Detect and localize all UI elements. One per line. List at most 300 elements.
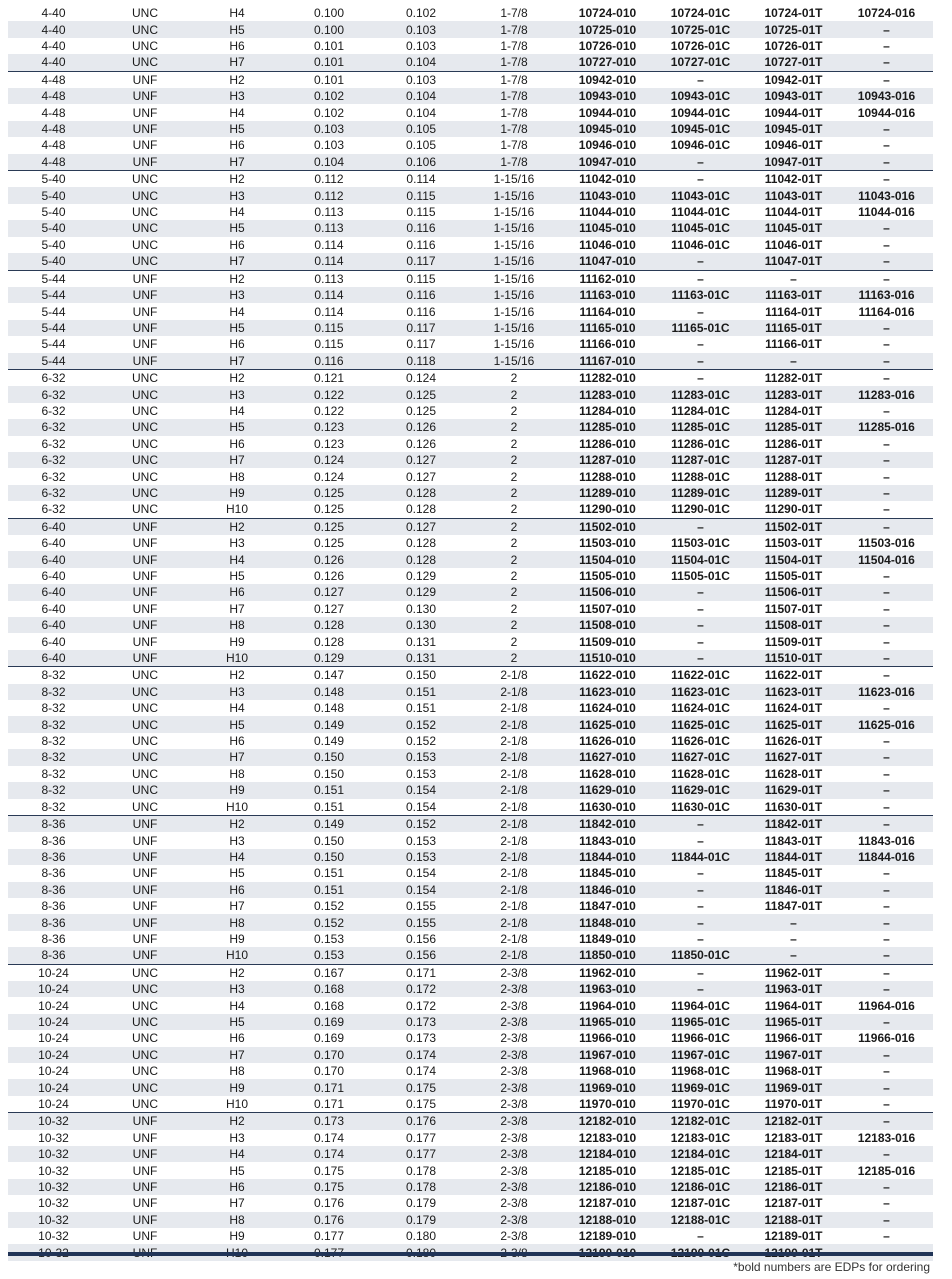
- table-cell: UNF: [132, 931, 158, 946]
- table-cell: 10946-010: [578, 138, 637, 153]
- table-cell: 10-24: [38, 1064, 69, 1079]
- table-cell: 0.117: [375, 320, 467, 336]
- table-row: [8, 54, 933, 71]
- table-cell: 11624-010: [579, 701, 636, 716]
- table-cell: 0.170: [283, 1047, 375, 1063]
- table-cell: 11623-01T: [747, 684, 840, 700]
- table-cell: 2-3/8: [500, 998, 528, 1013]
- table-cell: 11623-016: [840, 684, 933, 700]
- table-cell: H8: [191, 617, 283, 633]
- table-cell: 8-36: [8, 914, 99, 930]
- table-cell: 2: [467, 419, 561, 435]
- table-cell: –: [840, 1079, 933, 1095]
- table-cell: 11963-01T: [747, 981, 840, 997]
- table-cell: 11509-010: [579, 634, 636, 649]
- table-cell: 11042-01T: [747, 171, 840, 188]
- table-cell: 11164-01T: [765, 304, 822, 319]
- table-row: [8, 204, 933, 220]
- table-cell: UNF: [132, 337, 158, 352]
- table-cell: H3: [191, 386, 283, 402]
- table-cell: –: [747, 270, 840, 287]
- table-cell: 11289-010: [561, 485, 654, 501]
- table-cell: 10942-010: [561, 71, 654, 88]
- table-row: [8, 137, 933, 153]
- table-cell: –: [840, 882, 933, 898]
- table-cell: 11966-01C: [671, 1031, 730, 1046]
- table-row: [8, 882, 933, 898]
- table-cell: H7: [191, 154, 283, 171]
- table-cell: –: [654, 154, 747, 171]
- table-cell: –: [840, 154, 933, 171]
- table-row: [8, 1014, 933, 1030]
- table-cell: 11962-010: [561, 964, 654, 981]
- table-cell: 0.174: [283, 1146, 375, 1162]
- table-cell: 0.105: [405, 138, 437, 153]
- table-cell: H4: [229, 105, 245, 120]
- table-cell: 0.116: [375, 287, 467, 303]
- table-cell: 12183-010: [578, 1130, 637, 1145]
- table-row: [8, 369, 933, 386]
- table-cell: –: [883, 734, 890, 749]
- table-cell: 0.126: [283, 551, 375, 567]
- table-cell: 11849-010: [579, 931, 636, 946]
- table-row: [8, 253, 933, 270]
- table-cell: 11845-010: [579, 866, 636, 881]
- table-cell: –: [883, 237, 890, 252]
- table-cell: 10-24: [38, 1031, 69, 1046]
- table-cell: 8-36: [41, 866, 66, 881]
- table-cell: 11289-01C: [654, 485, 747, 501]
- table-cell: H6: [229, 1031, 245, 1046]
- table-cell: 2: [467, 386, 561, 402]
- table-cell: 1-7/8: [467, 154, 561, 171]
- table-cell: 0.100: [313, 6, 345, 21]
- table-cell: 0.112: [283, 171, 375, 188]
- table-cell: 0.173: [283, 1113, 375, 1130]
- table-cell: 0.130: [405, 601, 437, 616]
- table-cell: 12183-01C: [670, 1130, 731, 1145]
- table-cell: 2-1/8: [500, 734, 528, 749]
- table-cell: 0.124: [375, 369, 467, 386]
- table-cell: 1-7/8: [467, 88, 561, 104]
- table-cell: 12185-01T: [764, 1163, 823, 1178]
- table-cell: 11043-016: [840, 187, 933, 203]
- table-row: [8, 436, 933, 452]
- table-cell: 11964-01T: [764, 998, 823, 1013]
- table-cell: 11623-01C: [654, 684, 747, 700]
- table-cell: –: [883, 701, 890, 716]
- table-cell: 12183-01T: [764, 1130, 823, 1145]
- table-cell: 11504-016: [840, 551, 933, 567]
- table-cell: UNF: [99, 1113, 191, 1130]
- table-cell: 11967-01T: [747, 1047, 840, 1063]
- table-row: [8, 849, 933, 865]
- table-cell: –: [697, 634, 704, 649]
- table-cell: UNC: [132, 766, 158, 781]
- table-cell: 0.115: [314, 337, 344, 352]
- table-cell: 11510-01T: [747, 650, 840, 667]
- table-cell: 0.180: [405, 1229, 437, 1244]
- table-cell: 0.177: [405, 1130, 437, 1145]
- table-cell: UNF: [99, 650, 191, 667]
- table-cell: 10944-010: [578, 105, 637, 120]
- table-cell: –: [883, 403, 890, 418]
- table-cell: 0.149: [283, 716, 375, 732]
- table-cell: 10944-01T: [764, 105, 823, 120]
- table-cell: 0.116: [406, 304, 436, 319]
- table-cell: –: [654, 518, 747, 535]
- table-cell: 0.116: [375, 220, 467, 236]
- table-cell: 2-1/8: [467, 882, 561, 898]
- table-row: [8, 914, 933, 930]
- table-cell: 10724-016: [857, 6, 916, 21]
- table-cell: –: [840, 782, 933, 798]
- table-cell: 11963-010: [561, 981, 654, 997]
- table-cell: H10: [191, 650, 283, 667]
- table-cell: H8: [229, 1064, 245, 1079]
- table-cell: –: [840, 617, 933, 633]
- table-cell: H5: [229, 866, 245, 881]
- table-cell: 0.175: [405, 1097, 437, 1112]
- table-cell: 2-3/8: [500, 1064, 528, 1079]
- table-cell: 10944-016: [857, 105, 916, 120]
- table-cell: 11166-01T: [765, 337, 822, 352]
- table-cell: 8-32: [41, 734, 66, 749]
- table-cell: 11284-01C: [671, 403, 730, 418]
- table-cell: 11165-010: [561, 320, 654, 336]
- table-cell: 0.128: [375, 485, 467, 501]
- table-cell: 5-44: [41, 304, 66, 319]
- table-cell: UNC: [132, 436, 158, 451]
- table-cell: UNC: [99, 369, 191, 386]
- table-cell: 0.170: [313, 1064, 345, 1079]
- table-row: [8, 749, 933, 765]
- table-cell: 10726-01C: [670, 39, 731, 54]
- table-cell: 0.179: [375, 1212, 467, 1228]
- table-cell: 11503-010: [579, 536, 636, 551]
- table-cell: UNC: [132, 734, 158, 749]
- table-cell: 11282-010: [561, 369, 654, 386]
- table-cell: 10-32: [8, 1179, 99, 1195]
- table-cell: 2-1/8: [467, 947, 561, 964]
- table-row: [8, 981, 933, 997]
- table-cell: H9: [191, 485, 283, 501]
- table-cell: H8: [191, 1212, 283, 1228]
- table-cell: –: [697, 899, 704, 914]
- table-cell: 10726-01T: [764, 39, 823, 54]
- table-cell: UNC: [99, 54, 191, 71]
- table-row: [8, 320, 933, 336]
- table-cell: 11627-010: [561, 749, 654, 765]
- table-cell: 0.155: [375, 914, 467, 930]
- table-row: [8, 237, 933, 253]
- table-cell: 0.179: [405, 1196, 437, 1211]
- table-cell: H5: [191, 419, 283, 435]
- table-cell: –: [697, 866, 704, 881]
- table-cell: 0.112: [283, 187, 375, 203]
- table-cell: –: [840, 1014, 933, 1030]
- table-cell: –: [883, 337, 890, 352]
- table-cell: 2-3/8: [467, 981, 561, 997]
- table-cell: –: [697, 931, 704, 946]
- table-cell: –: [654, 253, 747, 270]
- table-cell: 11626-01T: [764, 734, 823, 749]
- table-cell: UNC: [99, 187, 191, 203]
- table-cell: 12187-010: [578, 1196, 637, 1211]
- table-cell: 11288-010: [579, 469, 636, 484]
- table-cell: 11044-010: [579, 205, 636, 220]
- table-row: [8, 568, 933, 584]
- table-cell: 0.103: [375, 71, 467, 88]
- table-cell: 11625-010: [561, 716, 654, 732]
- table-cell: 11507-01T: [764, 601, 823, 616]
- table-cell: 0.123: [283, 419, 375, 435]
- table-cell: 12186-01T: [747, 1179, 840, 1195]
- table-cell: 0.178: [405, 1163, 437, 1178]
- table-cell: UNC: [99, 1079, 191, 1095]
- table-cell: 1-7/8: [467, 71, 561, 88]
- table-cell: UNC: [99, 1014, 191, 1030]
- table-cell: 12184-010: [561, 1146, 654, 1162]
- table-cell: 11508-01T: [747, 617, 840, 633]
- table-cell: 11166-010: [579, 337, 636, 352]
- table-cell: 0.101: [283, 54, 375, 71]
- table-cell: 11967-01C: [654, 1047, 747, 1063]
- table-cell: UNF: [99, 270, 191, 287]
- table-cell: 0.154: [405, 799, 437, 814]
- table-cell: 0.104: [375, 54, 467, 71]
- table-cell: UNC: [99, 452, 191, 468]
- table-cell: 8-32: [41, 766, 66, 781]
- table-row: [8, 485, 933, 501]
- table-cell: 5-44: [8, 320, 99, 336]
- table-cell: 0.152: [375, 815, 467, 832]
- table-cell: 11845-01T: [764, 866, 823, 881]
- table-cell: 11966-01T: [764, 1031, 823, 1046]
- table-cell: 1-15/16: [493, 237, 535, 252]
- table-cell: 11509-01T: [764, 634, 823, 649]
- table-cell: UNF: [132, 601, 158, 616]
- table-cell: 0.115: [406, 205, 436, 220]
- table-cell: 1-15/16: [467, 220, 561, 236]
- table-cell: UNC: [132, 998, 158, 1013]
- table-cell: 11970-01C: [671, 1097, 730, 1112]
- table-cell: –: [883, 899, 890, 914]
- table-cell: 0.125: [313, 536, 345, 551]
- table-cell: –: [747, 947, 840, 964]
- table-cell: 1-7/8: [467, 121, 561, 137]
- table-cell: –: [654, 270, 747, 287]
- table-cell: 11969-01C: [654, 1079, 747, 1095]
- table-cell: 0.124: [283, 452, 375, 468]
- table-cell: 1-15/16: [467, 171, 561, 188]
- table-cell: H2: [191, 71, 283, 88]
- table-cell: 11046-010: [579, 237, 636, 252]
- table-cell: 11628-01T: [764, 766, 823, 781]
- table-cell: 2: [467, 617, 561, 633]
- table-cell: 6-32: [41, 469, 66, 484]
- table-cell: 12189-010: [578, 1229, 637, 1244]
- table-cell: 10-32: [8, 1212, 99, 1228]
- table-body: [8, 5, 933, 1261]
- table-cell: H6: [229, 138, 245, 153]
- table-cell: 11044-016: [858, 205, 915, 220]
- table-cell: 12185-016: [857, 1163, 916, 1178]
- table-cell: 12184-01C: [654, 1146, 747, 1162]
- table-cell: 4-40: [41, 39, 66, 54]
- table-cell: 4-48: [8, 121, 99, 137]
- table-cell: 2: [510, 502, 518, 517]
- table-cell: 0.174: [375, 1047, 467, 1063]
- table-cell: –: [654, 617, 747, 633]
- table-cell: 5-40: [8, 253, 99, 270]
- table-cell: UNF: [132, 833, 158, 848]
- table-cell: UNF: [99, 88, 191, 104]
- table-cell: 4-40: [8, 21, 99, 37]
- table-cell: 0.115: [283, 320, 375, 336]
- table-cell: 6-40: [8, 551, 99, 567]
- table-cell: H5: [191, 1014, 283, 1030]
- table-cell: 11506-01T: [747, 584, 840, 600]
- bottom-rule: [8, 1252, 933, 1256]
- table-cell: 0.156: [375, 947, 467, 964]
- table-cell: 2: [510, 403, 518, 418]
- table-cell: 0.156: [405, 931, 437, 946]
- table-cell: UNC: [132, 1097, 158, 1112]
- table-cell: 10726-010: [578, 39, 637, 54]
- table-cell: 2-3/8: [500, 1196, 528, 1211]
- table-cell: 12186-01C: [654, 1179, 747, 1195]
- table-cell: 0.153: [313, 931, 345, 946]
- table-cell: 11287-01C: [654, 452, 747, 468]
- table-cell: 0.127: [313, 601, 345, 616]
- table-cell: 1-15/16: [467, 253, 561, 270]
- table-cell: 11288-01T: [764, 469, 823, 484]
- table-row: [8, 782, 933, 798]
- table-cell: 2: [467, 369, 561, 386]
- table-cell: 1-15/16: [467, 287, 561, 303]
- table-cell: 11162-010: [561, 270, 654, 287]
- table-row: [8, 104, 933, 120]
- table-cell: –: [840, 54, 933, 71]
- table-cell: 11504-010: [561, 551, 654, 567]
- table-cell: H7: [229, 601, 245, 616]
- table-cell: 12186-010: [561, 1179, 654, 1195]
- table-cell: 8-32: [8, 749, 99, 765]
- table-cell: 0.125: [283, 485, 375, 501]
- table-cell: 11284-01T: [764, 403, 823, 418]
- table-cell: 0.122: [283, 386, 375, 402]
- table-cell: 0.150: [283, 849, 375, 865]
- table-cell: 11843-010: [579, 833, 636, 848]
- table-row: [8, 799, 933, 816]
- table-cell: 11622-01T: [747, 667, 840, 684]
- table-cell: 0.155: [405, 899, 437, 914]
- table-cell: 6-32: [8, 369, 99, 386]
- table-cell: UNC: [99, 253, 191, 270]
- table-cell: UNF: [132, 1229, 158, 1244]
- table-cell: 0.114: [283, 287, 375, 303]
- table-cell: 0.149: [313, 734, 345, 749]
- table-cell: 5-44: [8, 270, 99, 287]
- table-cell: 8-36: [8, 947, 99, 964]
- table-cell: 0.150: [375, 667, 467, 684]
- table-cell: 10-24: [38, 1097, 69, 1112]
- table-cell: H10: [191, 947, 283, 964]
- table-cell: 10942-01T: [747, 71, 840, 88]
- table-cell: 11842-010: [561, 815, 654, 832]
- table-cell: 6-40: [8, 617, 99, 633]
- table-cell: –: [654, 882, 747, 898]
- table-cell: 2: [510, 436, 518, 451]
- table-cell: UNF: [99, 584, 191, 600]
- table-cell: 0.102: [313, 105, 345, 120]
- table-cell: 0.118: [375, 353, 467, 370]
- table-cell: 0.103: [375, 21, 467, 37]
- table-cell: 1-15/16: [493, 337, 535, 352]
- table-cell: 0.151: [405, 701, 437, 716]
- table-cell: 11046-01C: [671, 237, 730, 252]
- table-cell: 8-36: [8, 815, 99, 832]
- table-cell: 11506-010: [561, 584, 654, 600]
- table-cell: UNC: [99, 684, 191, 700]
- table-cell: 5-44: [8, 353, 99, 370]
- table-cell: 0.150: [313, 766, 345, 781]
- table-cell: 0.102: [283, 88, 375, 104]
- table-cell: 6-32: [8, 419, 99, 435]
- table-cell: 2-1/8: [467, 914, 561, 930]
- table-cell: UNF: [99, 815, 191, 832]
- table-cell: 10725-010: [561, 21, 654, 37]
- table-cell: 11629-010: [561, 782, 654, 798]
- table-cell: 11290-01T: [764, 502, 823, 517]
- table-cell: 6-32: [8, 386, 99, 402]
- table-cell: 0.126: [375, 419, 467, 435]
- table-cell: 11627-01T: [747, 749, 840, 765]
- table-cell: H4: [191, 849, 283, 865]
- table-cell: UNF: [132, 569, 158, 584]
- table-cell: H5: [191, 320, 283, 336]
- table-cell: 2-3/8: [500, 1097, 528, 1112]
- table-cell: 0.103: [283, 121, 375, 137]
- table-cell: 12184-01T: [747, 1146, 840, 1162]
- table-cell: 0.104: [375, 88, 467, 104]
- table-cell: –: [883, 39, 890, 54]
- table-cell: 6-40: [41, 634, 66, 649]
- table-cell: 0.100: [283, 21, 375, 37]
- table-cell: 10945-01T: [747, 121, 840, 137]
- table-cell: 11043-010: [561, 187, 654, 203]
- table-cell: –: [840, 1179, 933, 1195]
- table-cell: –: [883, 799, 890, 814]
- table-cell: 2-1/8: [500, 899, 528, 914]
- table-cell: 6-40: [8, 650, 99, 667]
- table-row: [8, 303, 933, 319]
- table-cell: –: [883, 502, 890, 517]
- table-cell: UNF: [99, 121, 191, 137]
- table-cell: H4: [229, 6, 245, 21]
- table-row: [8, 1162, 933, 1178]
- table-cell: 10-24: [8, 1079, 99, 1095]
- table-cell: –: [697, 1229, 704, 1244]
- table-cell: 11507-010: [579, 601, 636, 616]
- table-cell: 2: [467, 518, 561, 535]
- table-cell: H7: [191, 452, 283, 468]
- table-cell: H7: [229, 1196, 245, 1211]
- table-cell: 0.114: [375, 171, 467, 188]
- table-cell: 4-48: [8, 88, 99, 104]
- table-cell: 2-3/8: [500, 1130, 528, 1145]
